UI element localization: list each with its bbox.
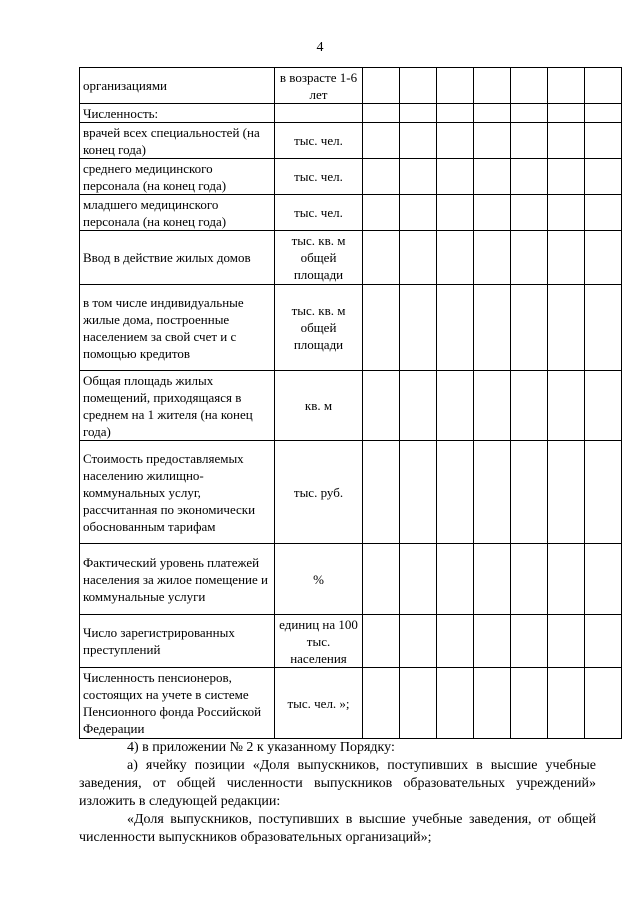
value-cell <box>363 668 400 739</box>
value-cell <box>585 231 622 285</box>
value-cell <box>511 615 548 668</box>
table-row <box>80 68 622 104</box>
value-cell <box>474 668 511 739</box>
value-cell <box>363 441 400 544</box>
table-row <box>80 285 622 371</box>
value-cell <box>548 159 585 195</box>
table-row <box>80 104 622 123</box>
value-cell <box>400 195 437 231</box>
row-label: врачей всех специальностей (на конец года) <box>80 123 275 159</box>
value-cell <box>585 68 622 104</box>
value-cell <box>474 615 511 668</box>
value-cell <box>548 231 585 285</box>
value-cell <box>437 123 474 159</box>
value-cell <box>437 441 474 544</box>
row-label: среднего медицинского персонала (на конец года) <box>80 159 275 195</box>
value-cell <box>474 159 511 195</box>
row-label: Численность пенсионеров, состоящих на учете в системе Пенсионного фонда Российской Федерации <box>80 668 275 739</box>
table-row <box>80 159 622 195</box>
value-cell <box>437 668 474 739</box>
value-cell <box>400 441 437 544</box>
table-row <box>80 371 622 441</box>
row-unit: тыс. чел. <box>275 123 363 159</box>
statistics-table <box>79 67 622 739</box>
value-cell <box>474 544 511 615</box>
row-unit: тыс. чел. <box>275 159 363 195</box>
value-cell <box>585 159 622 195</box>
value-cell <box>585 195 622 231</box>
value-cell <box>363 285 400 371</box>
value-cell <box>511 544 548 615</box>
row-label: организациями <box>80 68 275 104</box>
value-cell <box>400 668 437 739</box>
value-cell <box>474 104 511 123</box>
value-cell <box>548 123 585 159</box>
row-label: Фактический уровень платежей населения за жилое помещение и коммунальные услуги <box>80 544 275 615</box>
value-cell <box>548 68 585 104</box>
value-cell <box>585 104 622 123</box>
row-label: Численность: <box>80 104 275 123</box>
value-cell <box>474 123 511 159</box>
value-cell <box>437 615 474 668</box>
value-cell <box>511 123 548 159</box>
value-cell <box>474 68 511 104</box>
value-cell <box>511 668 548 739</box>
row-unit: в возрасте 1-6 лет <box>275 68 363 104</box>
value-cell <box>437 285 474 371</box>
table-body <box>80 68 622 739</box>
row-unit: тыс. кв. м общей площади <box>275 231 363 285</box>
value-cell <box>363 615 400 668</box>
value-cell <box>548 668 585 739</box>
table-row <box>80 441 622 544</box>
value-cell <box>400 544 437 615</box>
value-cell <box>400 104 437 123</box>
paragraph-new-wording: «Доля выпускников, поступивших в высшие учебные заведения, от общей численности выпускников образовательных организаций»; <box>79 812 596 845</box>
value-cell <box>400 371 437 441</box>
value-cell <box>363 231 400 285</box>
row-label: Общая площадь жилых помещений, приходящаяся в среднем на 1 жителя (на конец года) <box>80 371 275 441</box>
value-cell <box>437 104 474 123</box>
value-cell <box>511 159 548 195</box>
value-cell <box>474 371 511 441</box>
table-row <box>80 231 622 285</box>
value-cell <box>585 285 622 371</box>
value-cell <box>400 615 437 668</box>
value-cell <box>437 195 474 231</box>
row-unit: тыс. чел. <box>275 195 363 231</box>
value-cell <box>437 68 474 104</box>
value-cell <box>585 371 622 441</box>
paragraph-item-4: 4) в приложении № 2 к указанному Порядку: <box>127 740 395 755</box>
table-row <box>80 668 622 739</box>
value-cell <box>511 285 548 371</box>
value-cell <box>511 195 548 231</box>
value-cell <box>474 195 511 231</box>
value-cell <box>437 371 474 441</box>
value-cell <box>548 441 585 544</box>
value-cell <box>363 159 400 195</box>
row-unit: кв. м <box>275 371 363 441</box>
row-unit: тыс. чел. »; <box>275 668 363 739</box>
row-unit: % <box>275 544 363 615</box>
paragraph-item-a: а) ячейку позиции «Доля выпускников, поступивших в высшие учебные заведения, от общей численности выпускников образовательных учреждений» изложить в следующей редакции: <box>79 758 596 809</box>
value-cell <box>437 159 474 195</box>
table-row <box>80 615 622 668</box>
value-cell <box>400 123 437 159</box>
value-cell <box>585 544 622 615</box>
value-cell <box>511 231 548 285</box>
value-cell <box>400 68 437 104</box>
row-unit: тыс. руб. <box>275 441 363 544</box>
value-cell <box>363 371 400 441</box>
value-cell <box>511 371 548 441</box>
row-label: Стоимость предоставляемых населению жилищно-коммунальных услуг, рассчитанная по экономически обоснованным тарифам <box>80 441 275 544</box>
value-cell <box>548 195 585 231</box>
value-cell <box>363 104 400 123</box>
value-cell <box>548 104 585 123</box>
value-cell <box>585 123 622 159</box>
row-label: Ввод в действие жилых домов <box>80 231 275 285</box>
table-row <box>80 123 622 159</box>
row-label: в том числе индивидуальные жилые дома, построенные населением за свой счет и с помощью кредитов <box>80 285 275 371</box>
value-cell <box>400 231 437 285</box>
value-cell <box>437 231 474 285</box>
value-cell <box>400 159 437 195</box>
value-cell <box>548 615 585 668</box>
body-text <box>79 739 596 847</box>
value-cell <box>548 371 585 441</box>
table-row <box>80 544 622 615</box>
value-cell <box>363 195 400 231</box>
value-cell <box>363 544 400 615</box>
row-unit: единиц на 100 тыс. населения <box>275 615 363 668</box>
value-cell <box>511 68 548 104</box>
value-cell <box>585 668 622 739</box>
value-cell <box>437 544 474 615</box>
table-row <box>80 195 622 231</box>
row-unit <box>275 104 363 123</box>
row-label: Число зарегистрированных преступлений <box>80 615 275 668</box>
value-cell <box>511 441 548 544</box>
value-cell <box>474 285 511 371</box>
value-cell <box>474 441 511 544</box>
page-number: 4 <box>316 40 324 55</box>
value-cell <box>548 285 585 371</box>
row-unit: тыс. кв. м общей площади <box>275 285 363 371</box>
value-cell <box>585 615 622 668</box>
value-cell <box>363 123 400 159</box>
row-label: младшего медицинского персонала (на конец года) <box>80 195 275 231</box>
value-cell <box>585 441 622 544</box>
value-cell <box>400 285 437 371</box>
value-cell <box>511 104 548 123</box>
value-cell <box>474 231 511 285</box>
value-cell <box>363 68 400 104</box>
value-cell <box>548 544 585 615</box>
